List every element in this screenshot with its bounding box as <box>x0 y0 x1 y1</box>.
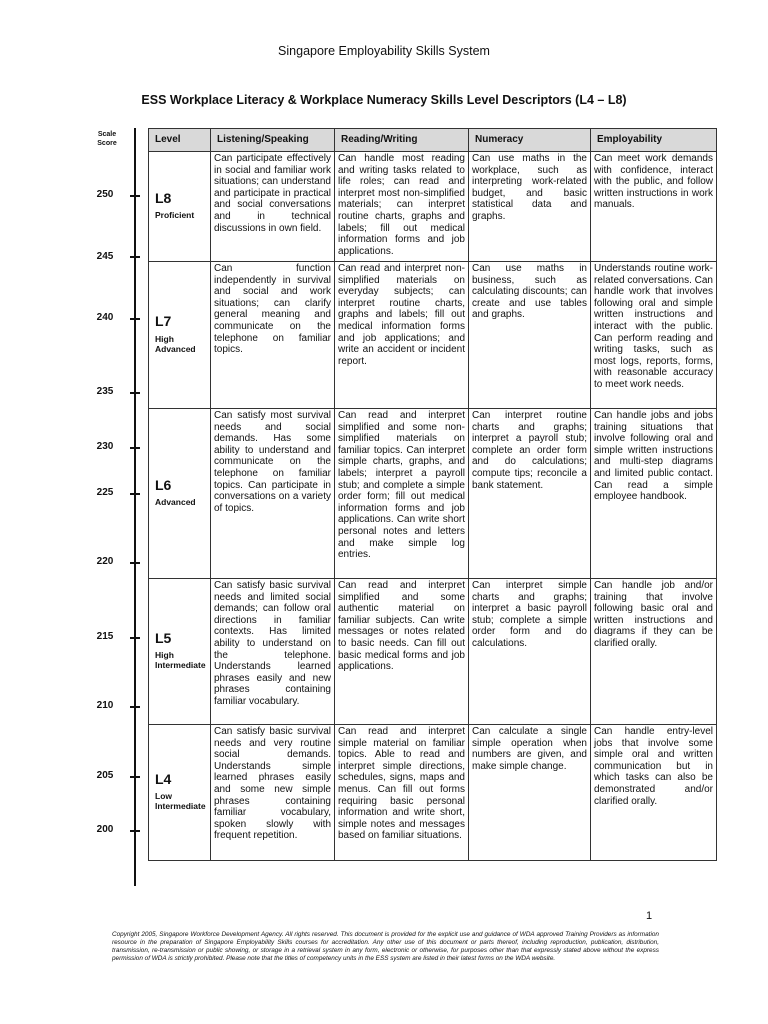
scale-tick <box>130 318 140 320</box>
scale-tick-label: 230 <box>96 441 114 452</box>
page-number: 1 <box>646 910 653 922</box>
scale-axis <box>134 128 136 886</box>
scale-tick-label: 240 <box>96 312 114 323</box>
reading-cell: Can handle most reading and writing tasks related to life roles; can read and interpret most non-simplified materials; can interpret routine charts, graphs and labels; fill out medical information forms and job applications. <box>335 152 469 262</box>
table-row <box>149 725 717 861</box>
listening-cell: Can satisfy basic survival needs and very routine social demands. Understands simple learned phrases easily and some new simple phrases containing familiar vocabulary, spoken slowly with frequent repetition. <box>211 725 335 861</box>
scale-tick-label: 215 <box>96 631 114 642</box>
level-code: L8 <box>155 189 172 206</box>
scale-tick-label: 250 <box>96 189 114 200</box>
scale-tick-label: 245 <box>96 251 114 262</box>
reading-cell: Can read and interpret simplified and some non-simplified materials on familiar topics. Can interpret simple charts, graphs, and labels; interpret a payroll stub; and complete a simple order form; fill out medical information forms and job applications. Can write short personal notes and letters and make simple log entries. <box>335 409 469 579</box>
document-title: ESS Workplace Literacy & Workplace Numeracy Skills Level Descriptors (L4 – L8) <box>141 93 627 107</box>
level-name: Advanced <box>155 497 196 508</box>
employability-cell: Can handle job and/or training that involve following basic oral and written instructions and diagrams if they can be clarified orally. <box>591 579 717 725</box>
scale-tick <box>130 706 140 708</box>
level-name: Proficient <box>155 210 195 221</box>
level-name: High Advanced <box>155 333 196 354</box>
numeracy-cell: Can use maths in business, such as calculating discounts; can create and use tables and graphs. <box>469 262 591 409</box>
scale-tick <box>130 392 140 394</box>
column-header-level: Level <box>149 129 211 152</box>
scale-tick-label: 235 <box>96 386 114 397</box>
scale-tick <box>130 830 140 832</box>
level-name: Low Intermediate <box>155 791 206 812</box>
employability-cell: Understands routine work-related conversations. Can handle work that involves following oral and simple written instructions and interact with the public. Can perform reading and writing tasks, such as most logs, reports, forms, with reasonable accuracy to meet work needs. <box>591 262 717 409</box>
level-cell <box>149 262 211 409</box>
level-descriptors-table <box>148 128 717 861</box>
table-row <box>149 262 717 409</box>
table-row <box>149 579 717 725</box>
numeracy-cell: Can interpret routine charts and graphs; interpret a payroll stub; complete an order form and do calculations; compute tips; reconcile a bank statement. <box>469 409 591 579</box>
scale-tick <box>130 195 140 197</box>
scale-score-label: Scale Score <box>97 131 117 147</box>
listening-cell: Can participate effectively in social and familiar work situations; can understand and participate in practical and social conversations and in technical discussions in own field. <box>211 152 335 262</box>
listening-cell: Can satisfy most survival needs and social demands. Has some ability to understand and communicate on the telephone on familiar topics. Can participate in conversations on a variety of topics. <box>211 409 335 579</box>
numeracy-cell: Can calculate a single simple operation when numbers are given, and make simple change. <box>469 725 591 861</box>
copyright-notice: Copyright 2005, Singapore Workforce Development Agency. All rights reserved. This document is provided for the explicit use and guidance of WDA approved Training Providers as information resource in the preparation of Singapore Employability Skills courses for accreditation. Any other use of this document or parts thereof, including reproduction, publication, distribution, transmission, re-transmission or public showing, or storage in a retrieval system in any form, electronic or otherwise, for purposes other than that expressly stated above without the express permission of WDA is strictly prohibited. Please note that the titles of competency units in the ESS system are listed in their latest forms on the WDA website. <box>112 931 659 962</box>
scale-tick <box>130 562 140 564</box>
scale-tick-label: 220 <box>96 556 114 567</box>
level-cell <box>149 725 211 861</box>
column-header-listening: Listening/Speaking <box>211 129 335 152</box>
column-header-numeracy: Numeracy <box>469 129 591 152</box>
scale-tick-label: 210 <box>96 700 114 711</box>
employability-cell: Can handle entry-level jobs that involve some simple oral and written communication but in which tasks can also be demonstrated and/or clarified orally. <box>591 725 717 861</box>
table-row <box>149 152 717 262</box>
employability-cell: Can handle jobs and jobs training situations that involve following oral and simple written instructions and multi-step diagrams and limited public contact. Can read a simple employee handbook. <box>591 409 717 579</box>
reading-cell: Can read and interpret simplified and some authentic material on familiar subjects. Can write messages or notes related to basic needs. Can fill out basic medical forms and job applications. <box>335 579 469 725</box>
level-code: L5 <box>155 629 172 646</box>
level-code: L4 <box>155 770 172 787</box>
listening-cell: Can function independently in survival and social and work situations; can clarify general meaning and communicate on the telephone on familiar topics. <box>211 262 335 409</box>
table-header-row <box>149 129 717 152</box>
table-row <box>149 409 717 579</box>
scale-tick-label: 225 <box>96 487 114 498</box>
reading-cell: Can read and interpret non-simplified materials on everyday subjects; can interpret routine charts, graphs and labels; fill out medical information forms and job applications; and write an accident or incident report. <box>335 262 469 409</box>
scale-tick <box>130 447 140 449</box>
scale-tick <box>130 776 140 778</box>
level-cell <box>149 152 211 262</box>
scale-tick-label: 205 <box>96 770 114 781</box>
level-code: L7 <box>155 313 172 330</box>
numeracy-cell: Can interpret simple charts and graphs; interpret a basic payroll stub; complete a simple order form and do calculations. <box>469 579 591 725</box>
employability-cell: Can meet work demands with confidence, interact with the public, and follow written instructions in work manuals. <box>591 152 717 262</box>
document-header: Singapore Employability Skills System <box>278 44 490 58</box>
scale-tick <box>130 637 140 639</box>
level-cell <box>149 579 211 725</box>
scale-tick <box>130 256 140 258</box>
scale-tick-label: 200 <box>96 824 114 835</box>
scale-tick <box>130 493 140 495</box>
listening-cell: Can satisfy basic survival needs and limited social demands; can follow oral directions in familiar contexts. Has limited ability to understand on the telephone. Understands learned phrases easily and new phrases containing familiar vocabulary. <box>211 579 335 725</box>
column-header-employability: Employability <box>591 129 717 152</box>
column-header-reading: Reading/Writing <box>335 129 469 152</box>
level-code: L6 <box>155 476 172 493</box>
level-cell <box>149 409 211 579</box>
level-name: High Intermediate <box>155 650 206 671</box>
numeracy-cell: Can use maths in the workplace, such as interpreting work-related budget, and basic statistical data and graphs. <box>469 152 591 262</box>
reading-cell: Can read and interpret simple material on familiar topics. Able to read and interpret simple directions, schedules, signs, maps and menus. Can fill out forms requiring basic personal information and write short, simple notes and messages based on familiar situations. <box>335 725 469 861</box>
